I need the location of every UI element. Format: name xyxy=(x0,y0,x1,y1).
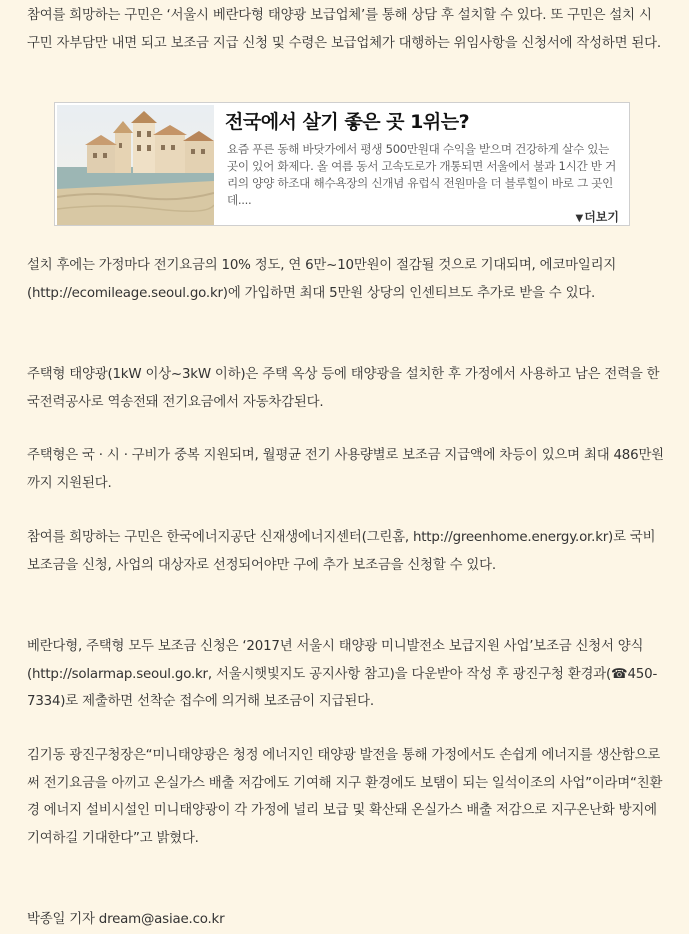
ad-more-link[interactable] xyxy=(576,208,619,225)
ad-thumbnail[interactable] xyxy=(57,105,214,225)
paragraph-6: 베란다형, 주택형 모두 보조금 신청은 ‘2017년 서울시 태양광 미니발전소 보급지원 사업’보조금 신청서 양식(http://solarmap.seoul.go.kr, 서울시햇빛지도 공지사항 참고)을 다운받아 작성 후 광진구청 환경과(☎450-7334)로 제출하면 선착순 접수에 의거해 보조금이 지급된다. xyxy=(27,639,658,709)
resort-illustration-icon xyxy=(57,105,214,225)
ad-description[interactable]: 요즘 푸른 동해 바닷가에서 평생 500만원대 수익을 받으며 건강하게 살수 있는 곳이 있어 화제다. 올 여름 동서 고속도로가 개통되면 서울에서 불과 1시간 반 거리의 양양 하조대 해수욕장의 신개념 유럽식 전원마을 더 블루힐이 바로 그 곳인데.... xyxy=(227,142,616,207)
paragraph-3: 주택형 태양광(1kW 이상~3kW 이하)은 주택 옥상 등에 태양광을 설치한 후 가정에서 사용하고 남은 전력을 한국전력공사로 역송전돼 전기요금에서 자동차감된다. xyxy=(27,367,660,410)
paragraph-7: 김기동 광진구청장은“미니태양광은 청정 에너지인 태양광 발전을 통해 가정에서도 손쉽게 에너지를 생산함으로써 전기요금을 아끼고 온실가스 배출 저감에도 기여해 지구 환경에도 보탬이 되는 일석이조의 사업”이라며“친환경 에너지 설비시설인 미니태양광이 각 가정에 널리 보급 및 확산돼 온실가스 배출 저감으로 지구온난화 방지에 기여하길 기대한다”고 밝혔다. xyxy=(27,748,663,846)
paragraph-4: 주택형은 국 · 시 · 구비가 중복 지원되며, 월평균 전기 사용량별로 보조금 지급액에 차등이 있으며 최대 486만원까지 지원된다. xyxy=(27,448,664,491)
ad-title[interactable]: 전국에서 살기 좋은 곳 1위는? xyxy=(225,111,470,133)
paragraph-1: 참여를 희망하는 구민은 ‘서울시 베란다형 태양광 보급업체’를 통해 상담 후 설치할 수 있다. 또 구민은 설치 시 구민 자부담만 내면 되고 보조금 지급 신청 및 수령은 보급업체가 대행하는 위임사항을 신청서에 작성하면 된다. xyxy=(27,8,661,51)
paragraph-5: 참여를 희망하는 구민은 한국에너지공단 신재생에너지센터(그린홈, http://greenhome.energy.or.kr)로 국비 보조금을 신청, 사업의 대상자로 선정되어야만 구에 추가 보조금을 신청할 수 있다. xyxy=(27,530,656,573)
byline: 박종일 기자 dream@asiae.co.kr xyxy=(27,912,225,927)
triangle-down-icon: ▼ xyxy=(575,213,584,224)
paragraph-2: 설치 후에는 가정마다 전기요금의 10% 정도, 연 6만~10만원이 절감될 것으로 기대되며, 에코마일리지(http://ecomileage.seoul.go.kr)에 가입하면 최대 5만원 상당의 인센티브도 추가로 받을 수 있다. xyxy=(27,258,617,301)
ad-more-label: 더보기 xyxy=(584,210,619,224)
ad-box[interactable] xyxy=(54,102,630,226)
